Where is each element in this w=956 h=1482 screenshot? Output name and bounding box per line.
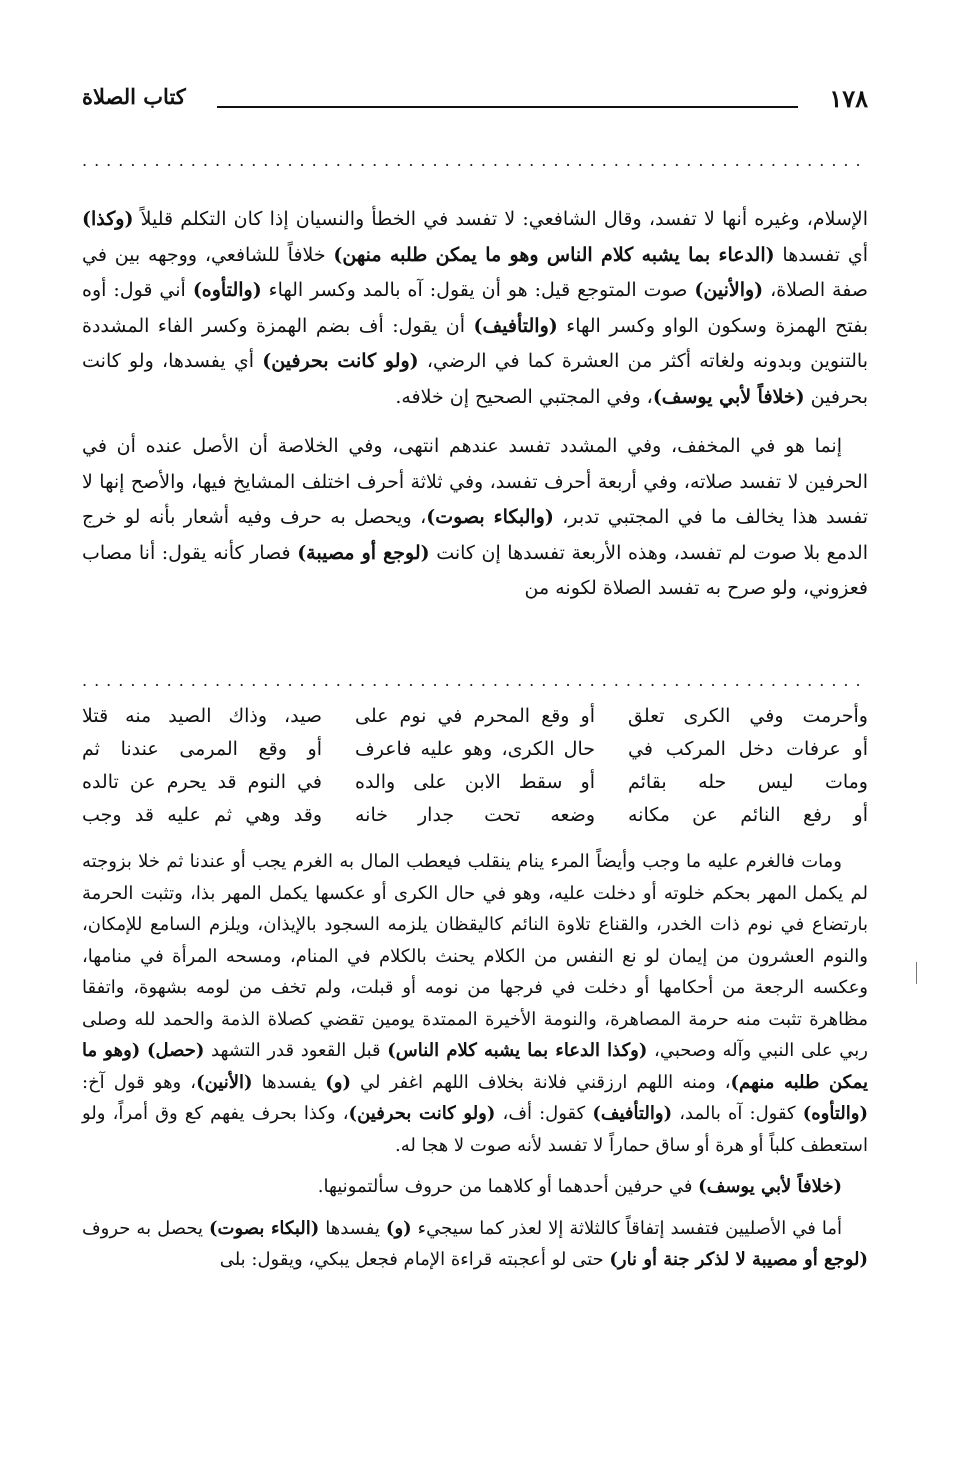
- text-run: فصار كأنه يقول: أنا مصاب فعزوني، ولو صرح به تفسد الصلاة لكونه من: [82, 541, 868, 599]
- text-run: ، وفي المجتبي الصحيح إن خلافه.: [395, 385, 653, 408]
- text-run: أي يفسدها، ولو كانت بحرفين: [82, 350, 868, 408]
- text-run: إنما هو في المخفف، وفي المشدد تفسد عندهم انتهى، وفي الخلاصة أن الأصل عنده أن في الحرفين لا تفسد صلاته، وفي أربعة أحرف تفسد، وفي ثلاثة أحرف اختلف المشايخ فيها، والأصح إنها لا تفسد هذا يخالف ما في المجتبي تدبر،: [82, 435, 868, 528]
- commentary-block: [82, 846, 868, 1276]
- bold-term: (وهو ما يمكن طلبه منهم): [82, 1040, 868, 1093]
- bold-term: (والأنين): [694, 279, 764, 301]
- main-text-block: [82, 202, 868, 607]
- text-run: ، وهو قول آخ:: [82, 1071, 197, 1093]
- poem-row: [82, 799, 868, 832]
- text-run: خلافاً للشافعي، ووجهه بين في صفة الصلاة،: [82, 243, 868, 301]
- text-run: [140, 1040, 147, 1061]
- text-run: الإسلام، وغيره أنها لا تفسد، وقال الشافعي: لا تفسد في الخطأ والنسيان إذا كان التكلم قليلاً: [133, 208, 868, 230]
- bold-term: (والتأوه): [802, 1103, 868, 1124]
- main-paragraph-2: [82, 429, 868, 607]
- text-run: أما في الأصليين فتفسد إتفاقاً كالثلاثة إلا لعذر كما سيجيء: [411, 1217, 843, 1239]
- bold-term: (ولو كانت بحرفين): [348, 1103, 496, 1124]
- running-title: كتاب الصلاة: [82, 84, 186, 109]
- bold-term: (حصل): [146, 1040, 205, 1061]
- text-run: ، وكذا بحرف يفهم كع وق أمراً، ولو استعطف كلباً أو هرة أو ساق حماراً لا تفسد لأنه صوت لا هجا له.: [82, 1103, 868, 1156]
- main-paragraph-1: [82, 202, 868, 415]
- commentary-paragraph-2: [82, 1171, 868, 1203]
- poem-block: [82, 700, 868, 838]
- header-rule: [217, 106, 798, 108]
- dotted-divider-top: [82, 156, 868, 166]
- poem-hemistich: وقد وهي ثم عليه قد وجب: [82, 804, 322, 826]
- bold-term: (والبكاء بصوت): [426, 506, 554, 528]
- bold-term: (والتأفيف): [592, 1103, 673, 1124]
- bold-term: (و): [325, 1071, 351, 1093]
- text-run: صوت المتوجع قيل: هو أن يقول: آه بالمد وكسر الهاء: [261, 279, 695, 301]
- bold-term: (الأنين): [196, 1071, 253, 1093]
- bold-term: (خلافاً لأبي يوسف): [652, 385, 805, 408]
- text-run: في حرفين أحدهما أو كلاهما من حروف سألتمونيها.: [317, 1176, 699, 1197]
- bold-term: (الدعاء بما يشبه كلام الناس وهو ما يمكن طلبه منهن): [333, 243, 775, 266]
- margin-mark: [916, 962, 917, 984]
- text-run: كقول: أف،: [495, 1103, 593, 1124]
- page-header: [82, 80, 868, 124]
- bold-term: (والتأفيف): [473, 314, 558, 337]
- poem-hemistich: ومات ليس حله بقائم: [628, 771, 868, 793]
- commentary-paragraph-3: [82, 1213, 868, 1276]
- text-run: حتى لو أعجبته قراءة الإمام فجعل يبكي، ويقول: بلى: [219, 1249, 610, 1270]
- commentary-paragraph-1: [82, 846, 868, 1161]
- poem-hemistich: أو عرفات دخل المركب في: [628, 738, 868, 760]
- poem-row: [82, 733, 868, 766]
- text-run: ، ويحصل به حرف وفيه أشعار بأنه لو خرج الدمع بلا صوت لم تفسد، وهذه الأربعة تفسدها إن كانت: [82, 506, 868, 564]
- text-run: قبل القعود قدر التشهد: [204, 1040, 388, 1061]
- poem-hemistich: صيد، وذاك الصيد منه قتلا: [82, 705, 322, 727]
- text-run: يفسدها: [319, 1217, 386, 1239]
- text-run: يفسدها: [252, 1071, 326, 1093]
- text-run: أي تفسدها: [774, 243, 868, 266]
- bold-term: (و): [385, 1217, 412, 1239]
- poem-hemistich: حال الكرى، وهو عليه فاعرف: [355, 738, 595, 760]
- poem-hemistich: في النوم قد يحرم عن تالده: [82, 771, 322, 793]
- dotted-divider-middle: [82, 676, 868, 686]
- poem-hemistich: أو رفع النائم عن مكانه: [628, 804, 868, 826]
- poem-hemistich: وأحرمت وفي الكرى تعلق: [628, 705, 868, 727]
- text-run: يحصل به حروف: [82, 1217, 209, 1239]
- poem-row: [82, 700, 868, 733]
- poem-hemistich: أو وقع المحرم في نوم على: [355, 705, 595, 727]
- bold-term: (لوجع أو مصيبة لا لذكر جنة أو نار): [609, 1249, 868, 1270]
- bold-term: (البكاء بصوت): [209, 1217, 320, 1239]
- text-run: ، ومنه اللهم ارزقني فلانة بخلاف اللهم اغفر لي: [351, 1071, 731, 1093]
- bold-term: (ولو كانت بحرفين): [262, 350, 419, 372]
- poem-hemistich: وضعه تحت جدار خانه: [355, 804, 595, 826]
- text-run: كقول: آه بالمد،: [672, 1103, 803, 1124]
- bold-term: (خلافاً لأبي يوسف): [698, 1176, 842, 1197]
- poem-row: [82, 766, 868, 799]
- text-run: أن يقول: أف بضم الهمزة وكسر الفاء المشددة بالتنوين وبدونه ولغاته أكثر من العشرة كما في الرضي،: [82, 314, 868, 372]
- poem-hemistich: أو سقط الابن على والده: [355, 771, 595, 793]
- bold-term: (والتأوه): [192, 279, 262, 301]
- bold-term: (وكذا الدعاء بما يشبه كلام الناس): [387, 1040, 648, 1061]
- text-run: ومات فالغرم عليه ما وجب وأيضاً المرء ينام ينقلب فيعطب المال به الغرم يجب أو عندنا ثم خلا بزوجته لم يكمل المهر بحكم خلوته أو دخلت عليه، وهو في حال الكرى أو عكسها يكمل المهر بذا، وتثبت الحرمة بارتضاع في نوم ذات الخدر، والقناع تلاوة النائم كاليقظان يلزمه السجود بالإيذان، ويلزم السامع للإمكان، والنوم العشرون من إيمان لو نع النفس من الكلام يحنث بالكلام في المنام، ومسحه المرأة في منامها، وعكسه الرجعة من أحكامها أو دخلت في فرجها من نومه أو قبلت، ولم تخف من لومه بشهوة، واتفقا مظاهرة تثبت منه حرمة المصاهرة، والنومة الأخيرة الممتدة يومين تقضي كصلاة الذمة والحمد لله وصلى ربي على النبي وآله وصحبي،: [82, 851, 868, 1061]
- text-run: أني قول: أوه بفتح الهمزة وسكون الواو وكسر الهاء: [82, 279, 868, 337]
- bold-term: (لوجع أو مصيبة): [297, 541, 430, 564]
- page-number: ١٧٨: [829, 84, 868, 113]
- bold-term: (وكذا): [82, 208, 134, 230]
- poem-hemistich: أو وقع المرمى عندنا ثم: [82, 738, 322, 760]
